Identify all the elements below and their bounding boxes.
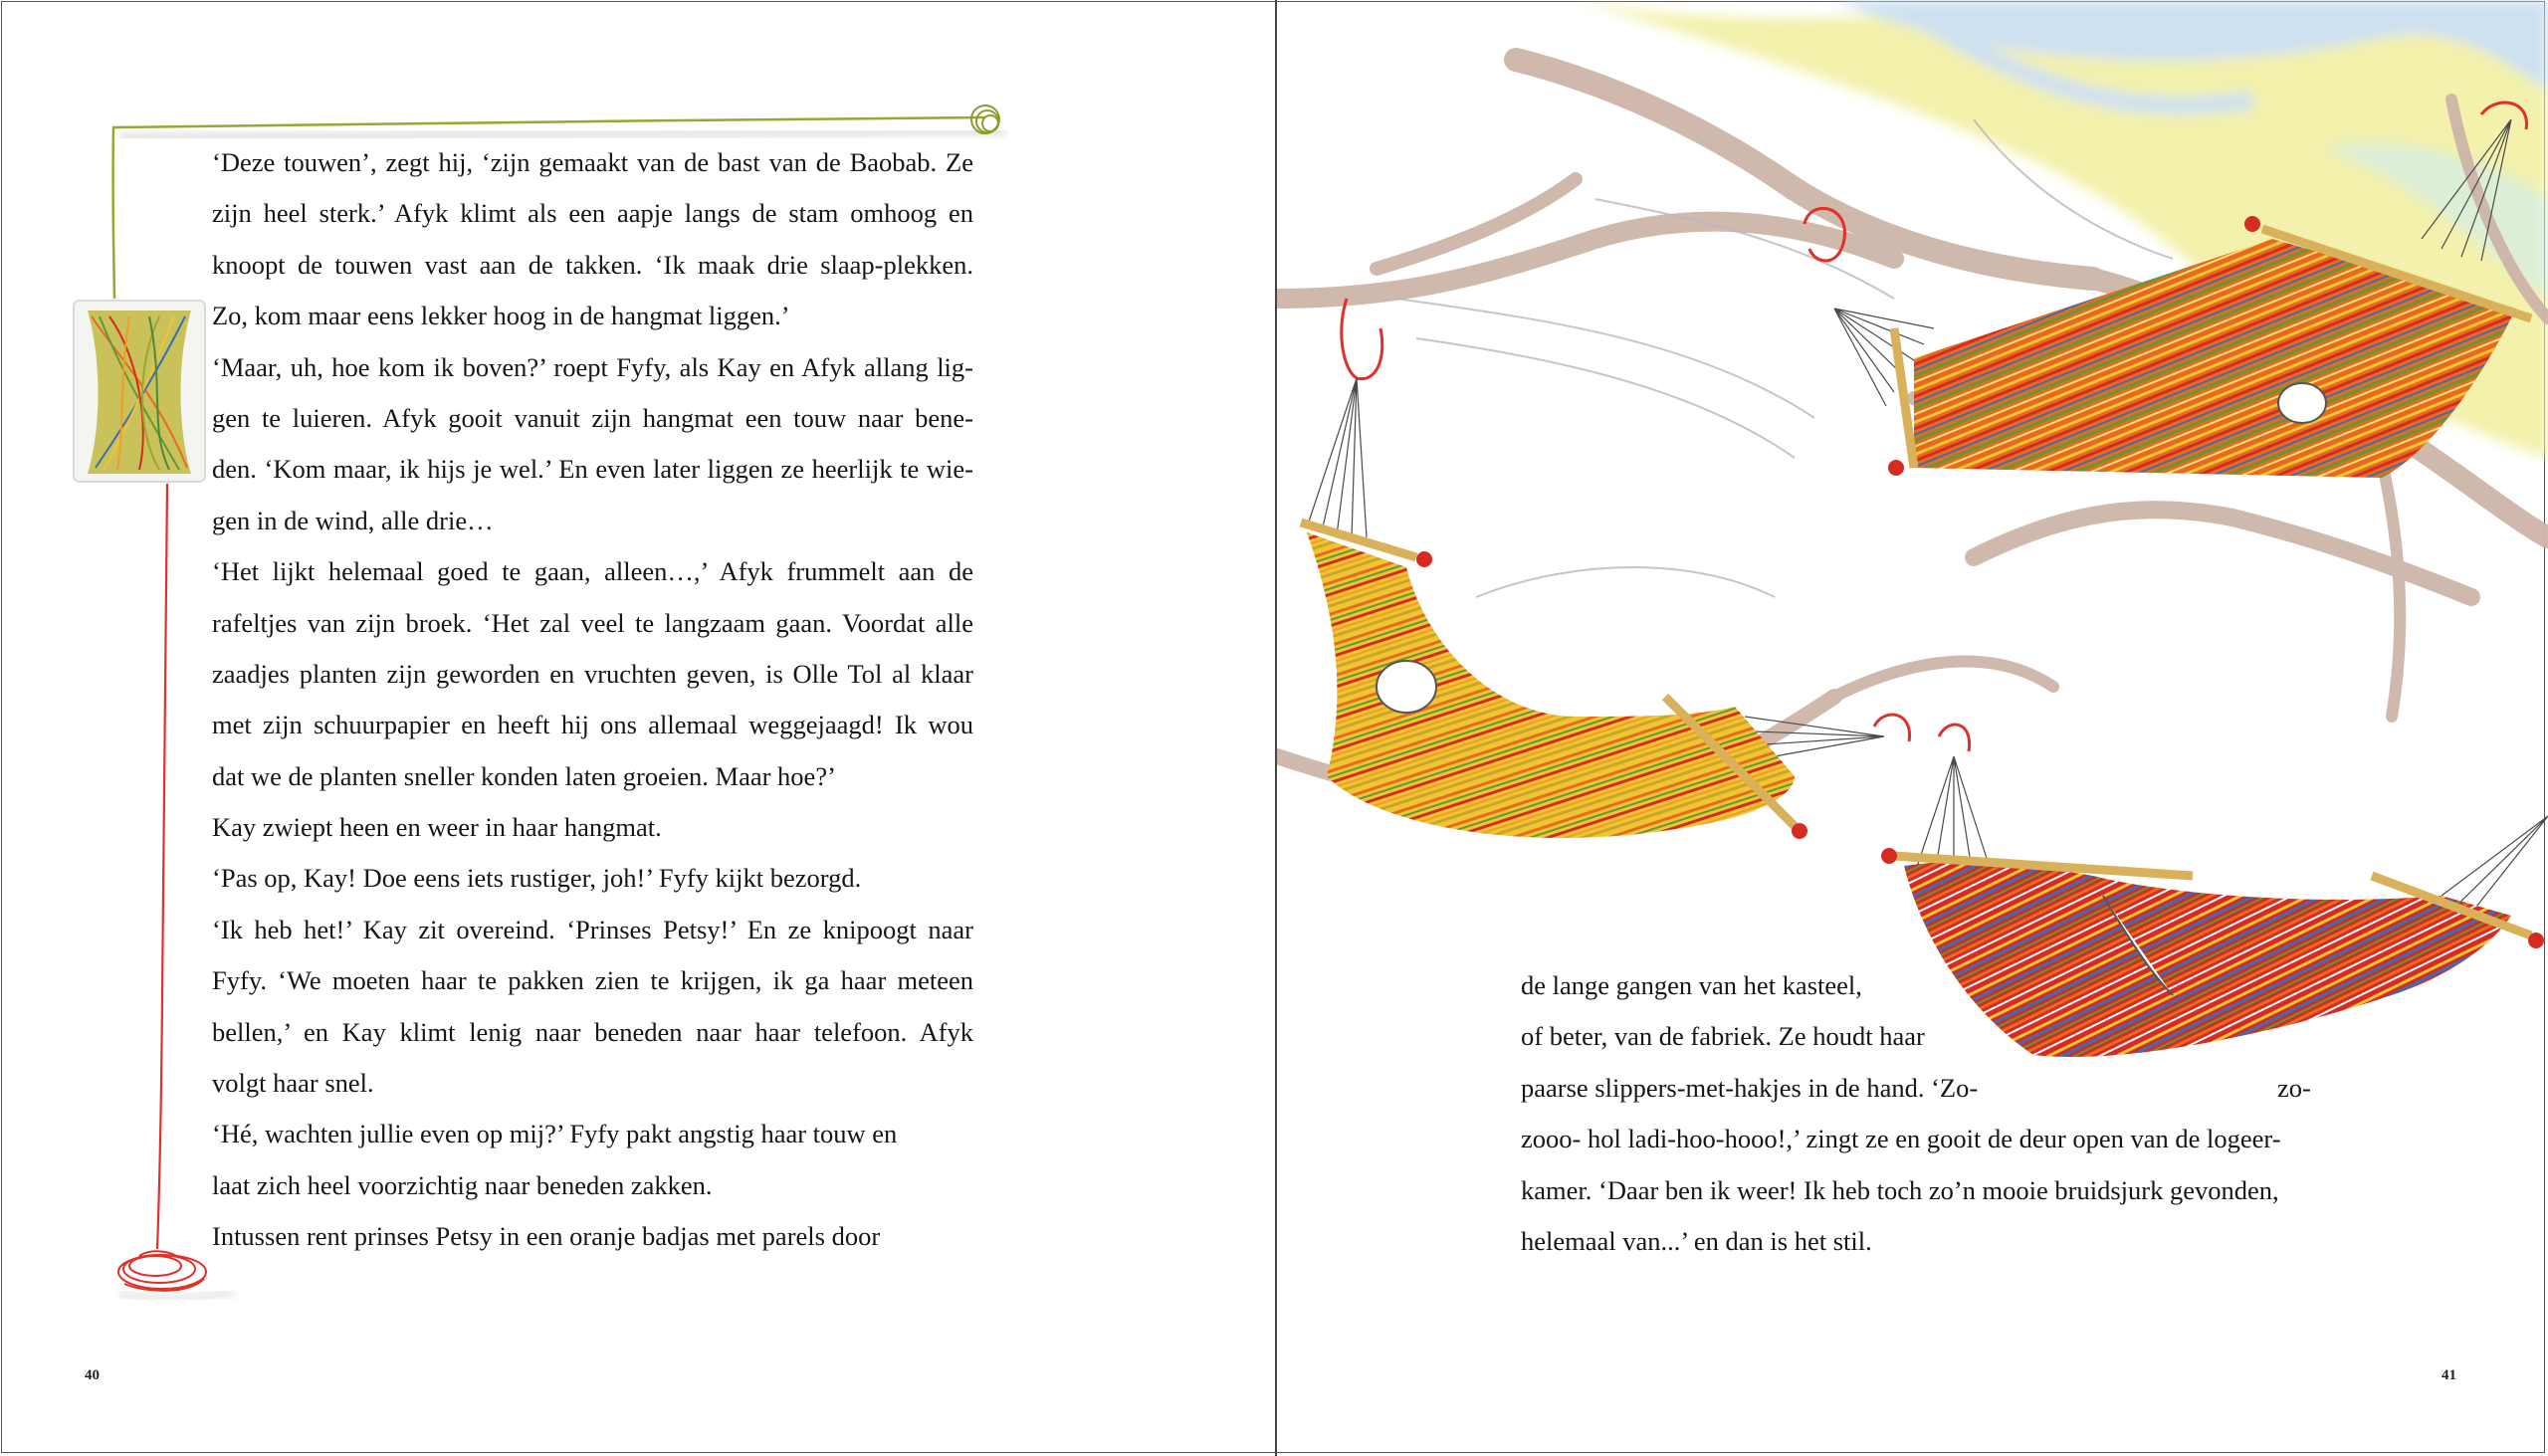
green-thread-coil — [971, 105, 999, 133]
text-line-left: de lange gangen van het kasteel, — [1521, 970, 1862, 1000]
text-line — [1521, 1063, 2337, 1114]
text-line: ‘Ik heb het!’ Kay zit overeind. ‘Prinses Petsy!’ En ze knipoogt naar — [212, 914, 973, 944]
text-line: ‘Deze touwen’, zegt hij, ‘zijn gemaakt van de bast van de Baobab. Ze — [212, 147, 973, 177]
text-line: ‘Hé, wachten jullie even op mij?’ Fyfy pakt angstig haar touw en — [212, 1119, 898, 1149]
text-line-right: zo- — [2277, 1072, 2311, 1103]
text-line: knoopt de touwen vast aan de takken. ‘Ik maak drie slaap-plekken. — [212, 249, 973, 280]
text-line: ‘Maar, uh, hoe kom ik boven?’ roept Fyfy, als Kay en Afyk allang lig- — [212, 351, 973, 382]
text-line — [1521, 1216, 2337, 1267]
red-thread — [157, 484, 167, 1249]
text-line: den. ‘Kom maar, ik hijs je wel.’ En even later liggen ze heerlijk te wie- — [212, 454, 973, 485]
text-line: ‘Pas op, Kay! Doe eens iets rustiger, joh!’ Fyfy kijkt bezorgd. — [212, 863, 862, 894]
text-line: Zo, kom maar eens lekker hoog in de hangmat liggen.’ — [212, 301, 790, 331]
text-line: dat we de planten sneller konden laten groeien. Maar hoe?’ — [212, 760, 836, 791]
text-line — [1521, 1114, 2337, 1164]
text-line — [1521, 1165, 2337, 1216]
left-page-text — [212, 137, 973, 1263]
red-thread-tangle — [118, 1251, 206, 1291]
text-line: rafeltjes van zijn broek. ‘Het zal veel te langzaam gaan. Voordat alle — [212, 607, 973, 638]
text-line: ‘Het lijkt helemaal goed te gaan, alleen…,’ Afyk frummelt aan de — [212, 556, 973, 587]
thread-spool — [74, 301, 205, 482]
hammock-middle — [1301, 299, 1970, 839]
text-line: Fyfy. ‘We moeten haar te pakken zien te krijgen, ik ga haar meteen — [212, 965, 973, 996]
right-page-text — [1521, 960, 2337, 1267]
text-line: Intussen rent prinses Petsy in een oranje badjas met parels door — [212, 1221, 881, 1252]
text-line-left: zooo- hol ladi-hoo-hooo!,’ zingt ze en gooit de deur open van de logeer- — [1521, 1124, 2281, 1154]
text-line: laat zich heel voorzichtig naar beneden zakken. — [212, 1169, 713, 1200]
text-line: Kay zwiept heen en weer in haar hangmat. — [212, 812, 662, 843]
text-line: zaadjes planten zijn geworden en vruchten geven, is Olle Tol al klaar — [212, 658, 973, 689]
text-line: gen te luieren. Afyk gooit vanuit zijn hangmat een touw naar bene- — [212, 402, 973, 433]
text-line — [1521, 1011, 2337, 1062]
text-line-left: helemaal van...’ en dan is het stil. — [1521, 1225, 1872, 1256]
text-line: bellen,’ en Kay klimt lenig naar beneden naar haar telefoon. Afyk — [212, 1016, 973, 1047]
text-line: met zijn schuurpapier en heeft hij ons allemaal weggejaagd! Ik wou — [212, 710, 973, 740]
right-page — [1277, 0, 2548, 1456]
page-number-right: 41 — [2442, 1367, 2456, 1383]
text-line-left: of beter, van de fabriek. Ze houdt haar — [1521, 1021, 1925, 1052]
text-line — [1521, 960, 2337, 1011]
page-number-left: 40 — [85, 1367, 100, 1383]
text-line: volgt haar snel. — [212, 1068, 374, 1099]
text-line: gen in de wind, alle drie… — [212, 505, 494, 535]
text-line-left: paarse slippers-met-hakjes in de hand. ‘Zo- — [1521, 1072, 1979, 1103]
text-line: zijn heel sterk.’ Afyk klimt als een aapje langs de stam omhoog en — [212, 198, 973, 229]
text-line-left: kamer. ‘Daar ben ik weer! Ik heb toch zo’n mooie bruidsjurk gevonden, — [1521, 1174, 2279, 1205]
